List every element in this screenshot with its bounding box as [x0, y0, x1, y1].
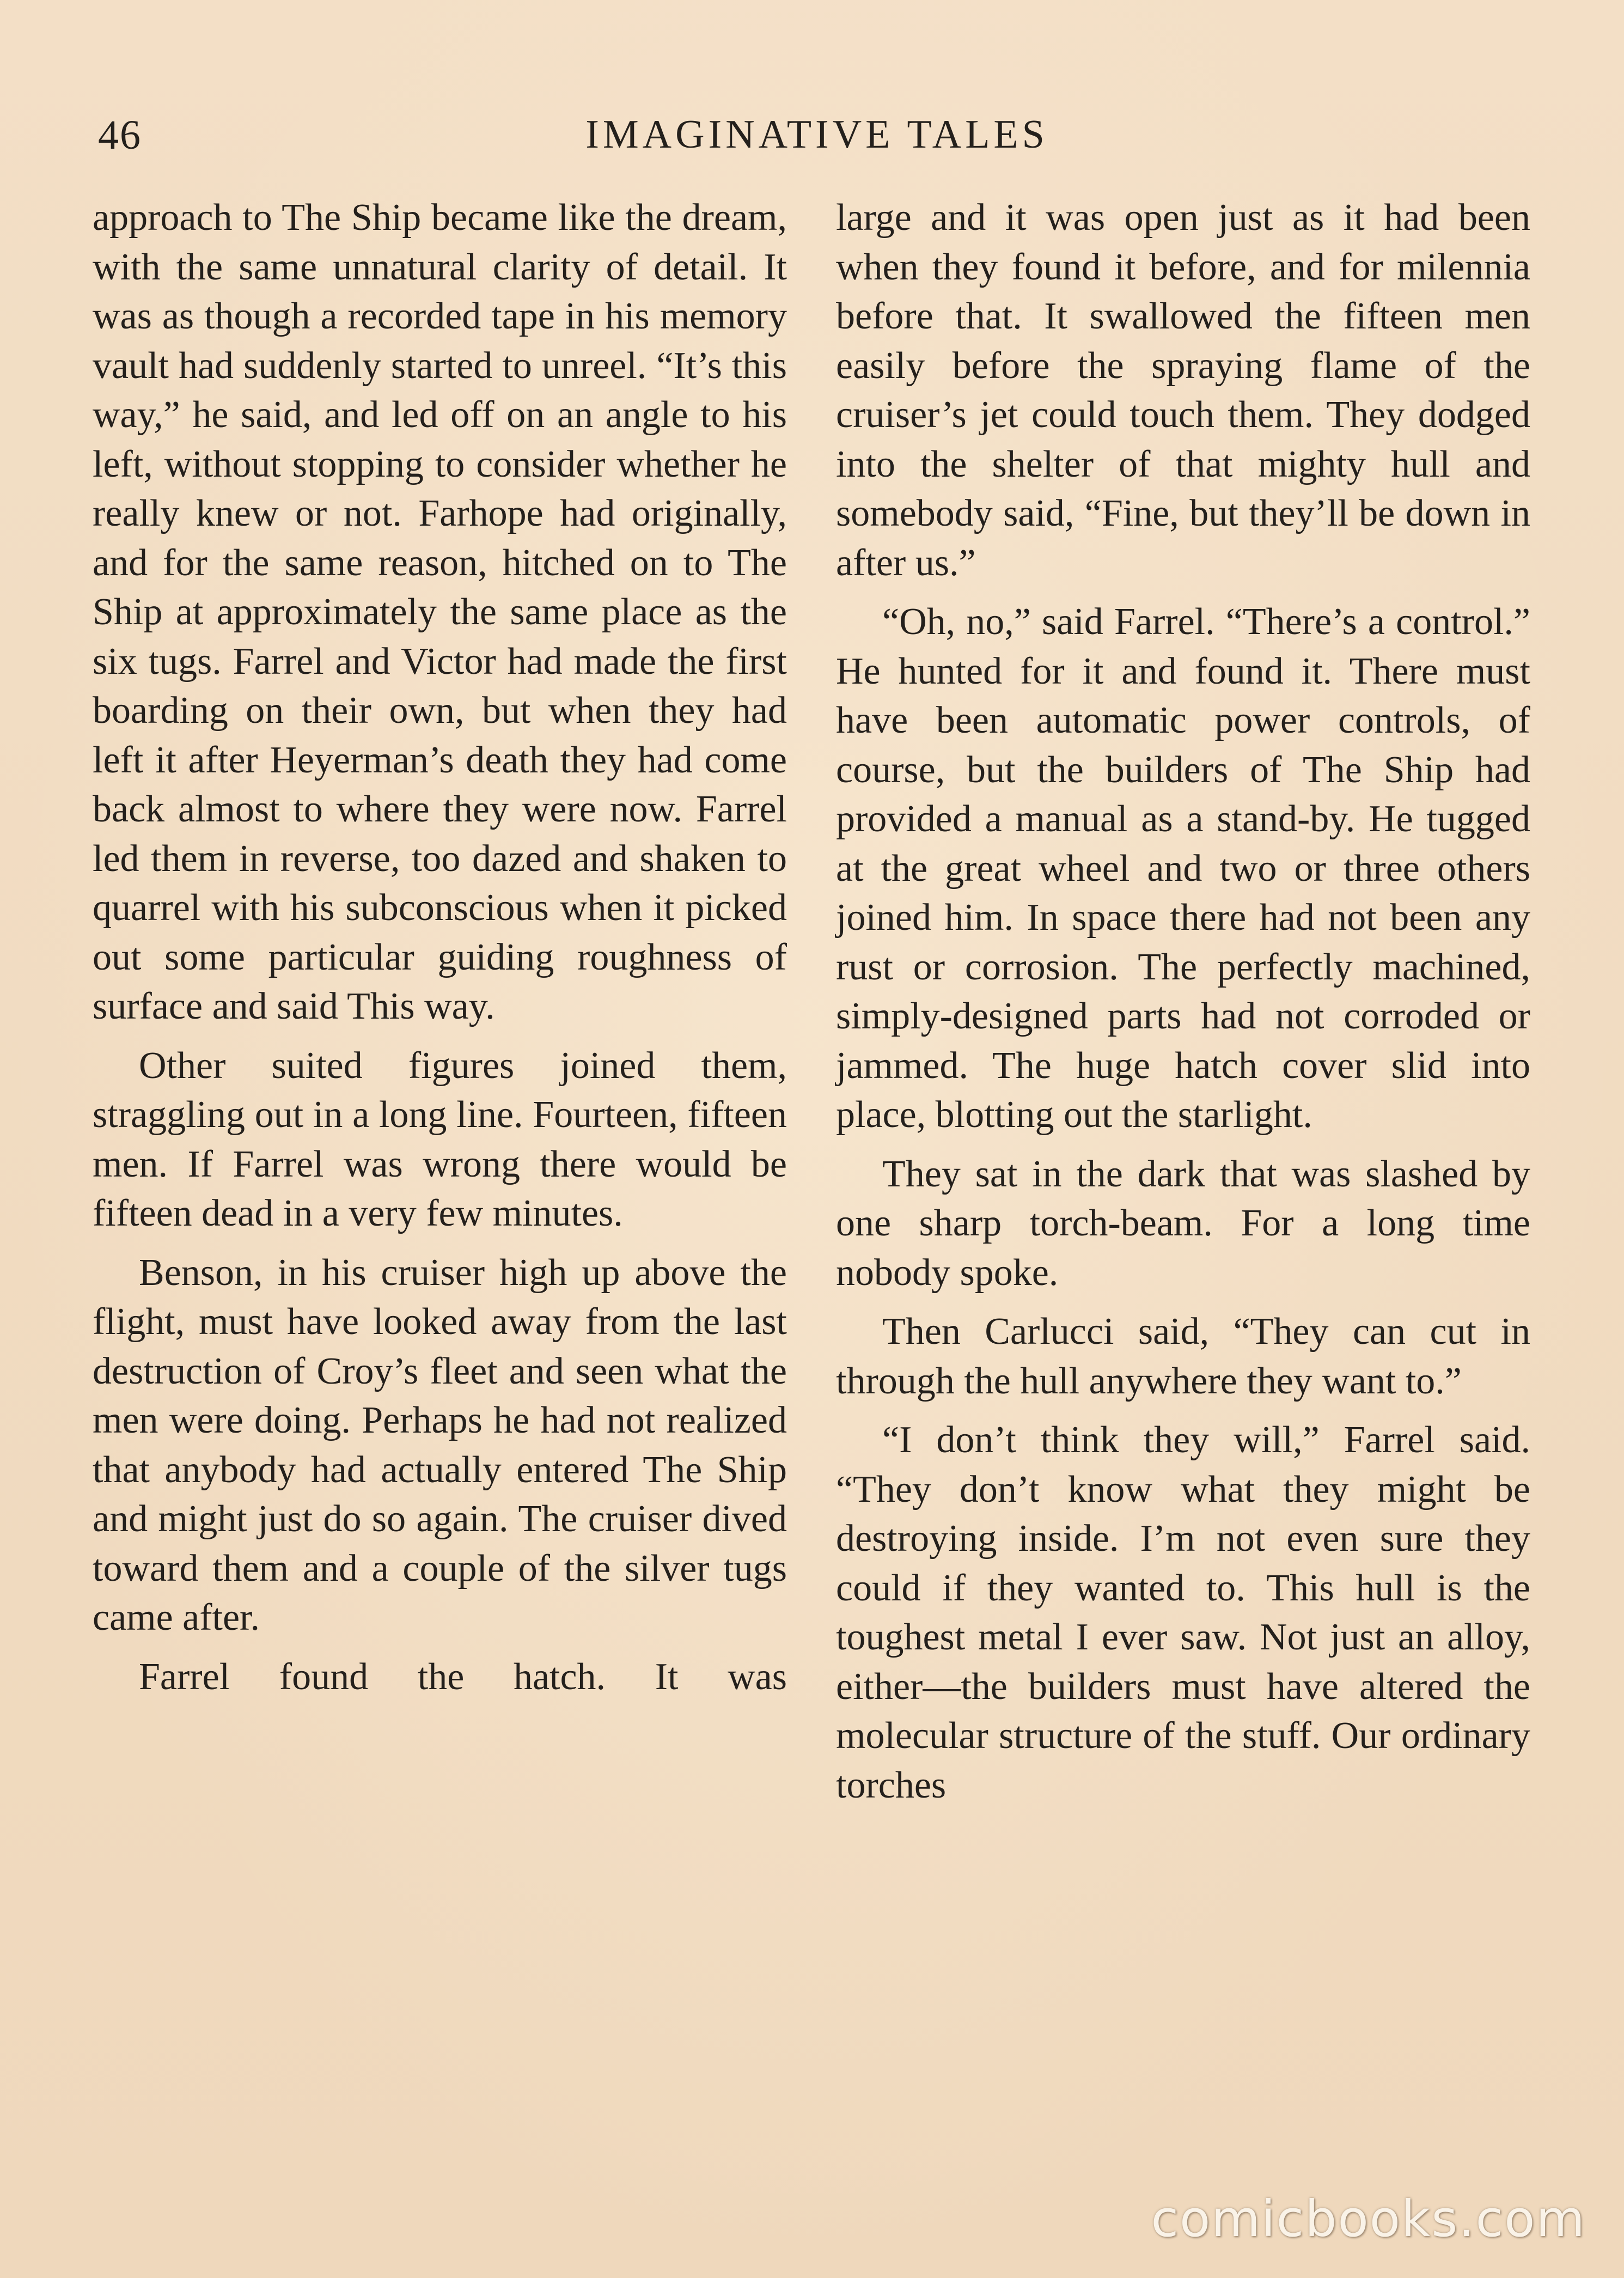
right-column [836, 193, 1530, 1820]
left-column [93, 193, 787, 1711]
watermark: comicbooks.com [1151, 2190, 1586, 2248]
paragraph: Other suited figures joined them, straggling out in a long line. Fourteen, fifteen men. If Farrel was wrong there would be fifteen dead in a very few minutes. [93, 1044, 787, 1234]
paragraph: Then Carlucci said, “They can cut in through the hull anywhere they want to.” [836, 1311, 1530, 1402]
paragraph: Benson, in his cruiser high up above the flight, must have looked away from the last destruction of Croy’s fleet and seen what the men were doing. Perhaps he had not realized that anybody had actually entered The Ship and might just do so again. The cruiser dived toward them and a couple of the silver tugs came after. [93, 1251, 787, 1639]
page-number: 46 [98, 112, 142, 158]
paragraph: They sat in the dark that was slashed by one sharp torch-beam. For a long time nobody spoke. [836, 1153, 1530, 1294]
paragraph: approach to The Ship became like the dream, with the same unnatural clarity of detail. It was as though a recorded tape in his memory vault had suddenly started to unreel. “It’s this way,” he said, and led off on an angle to his left, without stopping to consider whether he really knew or not. Farhope had originally, and for the same reason, hitched on to The Ship at approximately the same place as the six tugs. Farrel and Victor had made the first boarding on their own, but when they had left it after Heyerman’s death they had come back almost to where they were now. Farrel led them in reverse, too dazed and shaken to quarrel with his subconscious when it picked out some particular guiding roughness of surface and said This way. [93, 197, 787, 1027]
paragraph: “I don’t think they will,” Farrel said. “They don’t know what they might be destroying inside. I’m not even sure they could if they wanted to. This hull is the toughest metal I ever saw. Not just an alloy, either—the builders must have altered the molecular structure of the stuff. Our ordinary torches [836, 1419, 1530, 1806]
paragraph: large and it was open just as it had been when they found it before, and for milennia before that. It swallowed the fifteen men easily before the spraying flame of the cruiser’s jet could touch them. They dodged into the shelter of that mighty hull and somebody said, “Fine, but they’ll be down in after us.” [836, 197, 1530, 584]
paragraph: “Oh, no,” said Farrel. “There’s a control.” He hunted for it and found it. There must have been automatic power controls, of course, but the builders of The Ship had provided a manual as a stand-by. He tugged at the great wheel and two or three others joined him. In space there had not been any rust or corrosion. The perfectly machined, simply-designed parts had not corroded or jammed. The huge hatch cover slid into place, blotting out the starlight. [836, 601, 1530, 1136]
paragraph: Farrel found the hatch. It was [139, 1655, 787, 1698]
page-header [93, 112, 1541, 172]
running-title: IMAGINATIVE TALES [585, 112, 1048, 157]
